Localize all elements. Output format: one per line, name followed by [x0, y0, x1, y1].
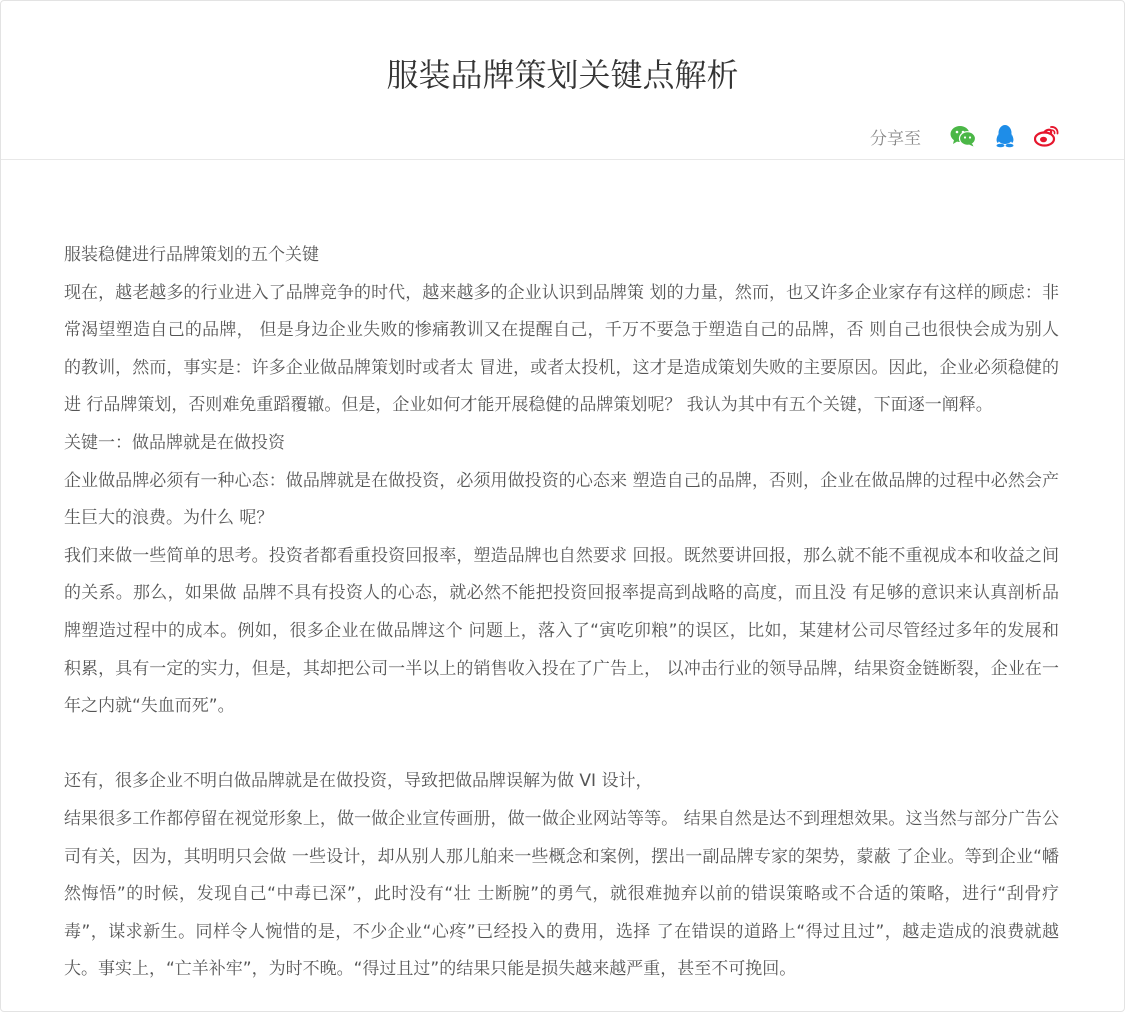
article-paragraph: 还有，很多企业不明白做品牌就是在做投资，导致把做品牌误解为做 VI 设计， — [64, 771, 653, 792]
wechat-icon[interactable] — [949, 122, 977, 150]
qq-icon[interactable] — [991, 122, 1019, 150]
article-paragraph: 结果很多工作都停留在视觉形象上，做一做企业宣传画册，做一做企业网站等等。 结果自然是达不到理想效果。这当然与部分广告公司有关，因为，其明明只会做 一些设计，却从别人那儿舶来一些概念和案例，摆出一副品牌专家的架势，蒙蔽 了企业。等到企业“幡然悔悟”的时候，发现自己“中毒已深”，此时没有“壮 士断腕”的勇气，就很难抛弃以前的错误策略或不合适的策略，进行“刮骨疗 毒”，谋求新生。同样令人惋惜的是，不少企业“心疼”已经投入的费用，选择 了在错误的道路上“得过且过”，越走造成的浪费就越大。事实上，“亡羊补牢”，为时不晚。“得过且过”的结果只能是损失越来越严重，甚至不可挽回。 — [64, 808, 1059, 980]
article-paragraph: 我们来做一些简单的思考。投资者都看重投资回报率，塑造品牌也自然要求 回报。既然要讲回报，那么就不能不重视成本和收益之间的关系。那么，如果做 品牌不具有投资人的心态，就必然不能把投资回报率提高到战略的高度，而且没 有足够的意识来认真剖析品牌塑造过程中的成本。例如，很多企业在做品牌这个 问题上，落入了“寅吃卯粮”的误区，比如，某建材公司尽管经过多年的发展和 积累，具有一定的实力，但是，其却把公司一半以上的销售收入投在了广告上， 以冲击行业的领导品牌，结果资金链断裂，企业在一年之内就“失血而死”。 — [64, 545, 1059, 717]
article-paragraph: 服装稳健进行品牌策划的五个关键 — [64, 245, 319, 265]
share-label: 分享至 — [870, 128, 921, 149]
article-paragraph: 关键一：做品牌就是在做投资 — [64, 432, 285, 453]
article-paragraph: 现在，越老越多的行业进入了品牌竞争的时代，越来越多的企业认识到品牌策 划的力量，然而，也又许多企业家存有这样的顾虑：非常渴望塑造自己的品牌， 但是身边企业失败的惨痛教训又在提醒自己，千万不要急于塑造自己的品牌，否 则自己也很快会成为别人的教训，然而，事实是：许多企业做品牌策划时或者太 冒进，或者太投机，这才是造成策划失败的主要原因。因此，企业必须稳健的进 行品牌策划，否则难免重蹈覆辙。但是，企业如何才能开展稳健的品牌策划呢？ 我认为其中有五个关键，下面逐一阐释。 — [64, 282, 1059, 416]
article-paragraph: 企业做品牌必须有一种心态：做品牌就是在做投资，必须用做投资的心态来 塑造自己的品牌，否则，企业在做品牌的过程中必然会产生巨大的浪费。为什么 呢？ — [64, 470, 1059, 529]
blank-line — [64, 726, 1059, 764]
article-header — [1, 1, 1124, 160]
share-bar — [870, 121, 1061, 151]
article-body — [64, 237, 1059, 989]
page-title: 服装品牌策划关键点解析 — [386, 56, 739, 94]
weibo-icon[interactable] — [1033, 122, 1061, 150]
